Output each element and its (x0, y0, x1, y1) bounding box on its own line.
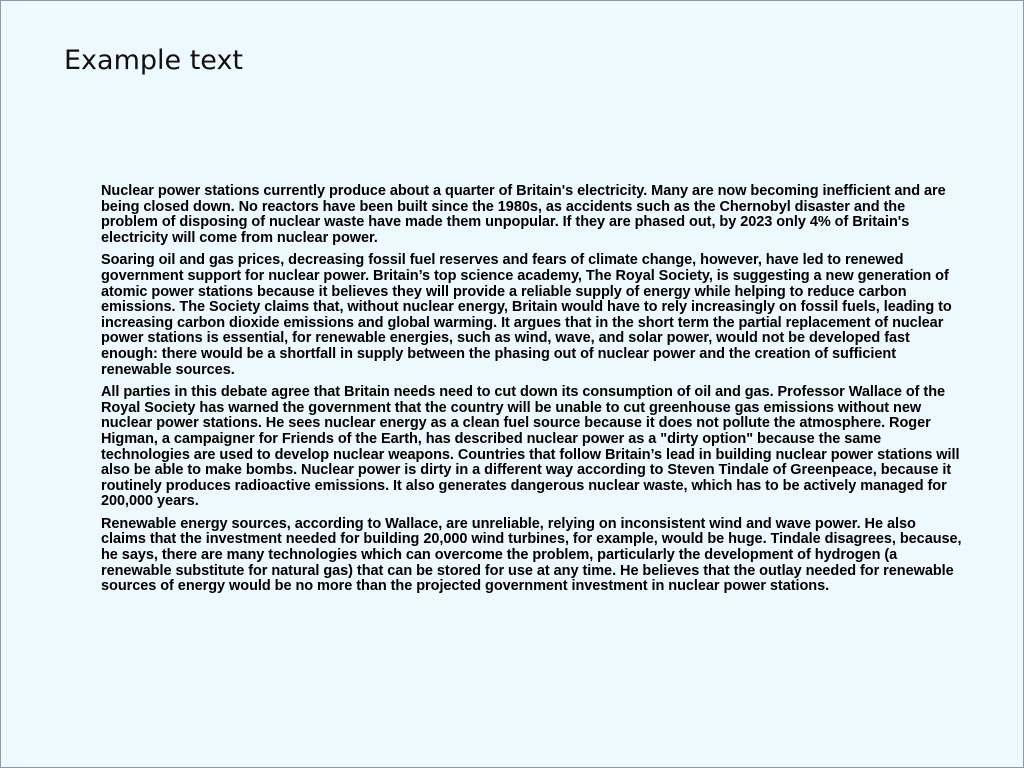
paragraph-debate: All parties in this debate agree that Britain needs need to cut down its consumption of oil and gas. Professor Wallace of the Royal Society has warned the government that the country will be unable to cut greenhouse gas emissions without new nuclear power stations. He sees nuclear energy as a clean fuel source because it does not pollute the atmosphere. Roger Higman, a campaigner for Friends of the Earth, has described nuclear power as a "dirty option" because the same technologies are used to develop nuclear weapons. Countries that follow Britain’s lead in building nuclear power stations will also be able to make bombs. Nuclear power is dirty in a different way according to Steven Tindale of Greenpeace, because it routinely produces radioactive emissions. It also generates dangerous nuclear waste, which has to be actively managed for 200,000 years. (101, 384, 960, 510)
paragraph-renewables: Renewable energy sources, according to Wallace, are unreliable, relying on inconsistent wind and wave power. He also claims that the investment needed for building 20,000 wind turbines, for example, would be huge. Tindale disagrees, because, he says, there are many technologies which can overcome the problem, particularly the development of hydrogen (a renewable substitute for natural gas) that can be stored for use at any time. He believes that the outlay needed for renewable sources of energy would be no more than the projected government investment in nuclear power stations. (101, 515, 962, 595)
body-text (101, 184, 963, 602)
slide-title: Example text (64, 45, 244, 76)
paragraph-government-support: Soaring oil and gas prices, decreasing fossil fuel reserves and fears of climate change, however, have led to renewed government support for nuclear power. Britain’s top science academy, The Royal Society, is suggesting a new generation of atomic power stations because it believes they will provide a reliable supply of energy while helping to reduce carbon emissions. The Society claims that, without nuclear energy, Britain would have to rely increasingly on fossil fuels, leading to increasing carbon dioxide emissions and global warming. It argues that in the short term the partial replacement of nuclear power stations is essential, for renewable energies, such as wind, wave, and solar power, would not be developed fast enough: there would be a shortfall in supply between the phasing out of nuclear power and the creation of sufficient renewable sources. (101, 252, 952, 378)
paragraph-nuclear-intro: Nuclear power stations currently produce about a quarter of Britain's electricity. Many are now becoming inefficient and are being closed down. No reactors have been built since the 1980s, as accidents such as the Chernobyl disaster and the problem of disposing of nuclear waste have made them unpopular. If they are phased out, by 2023 only 4% of Britain's electricity will come from nuclear power. (101, 183, 946, 246)
